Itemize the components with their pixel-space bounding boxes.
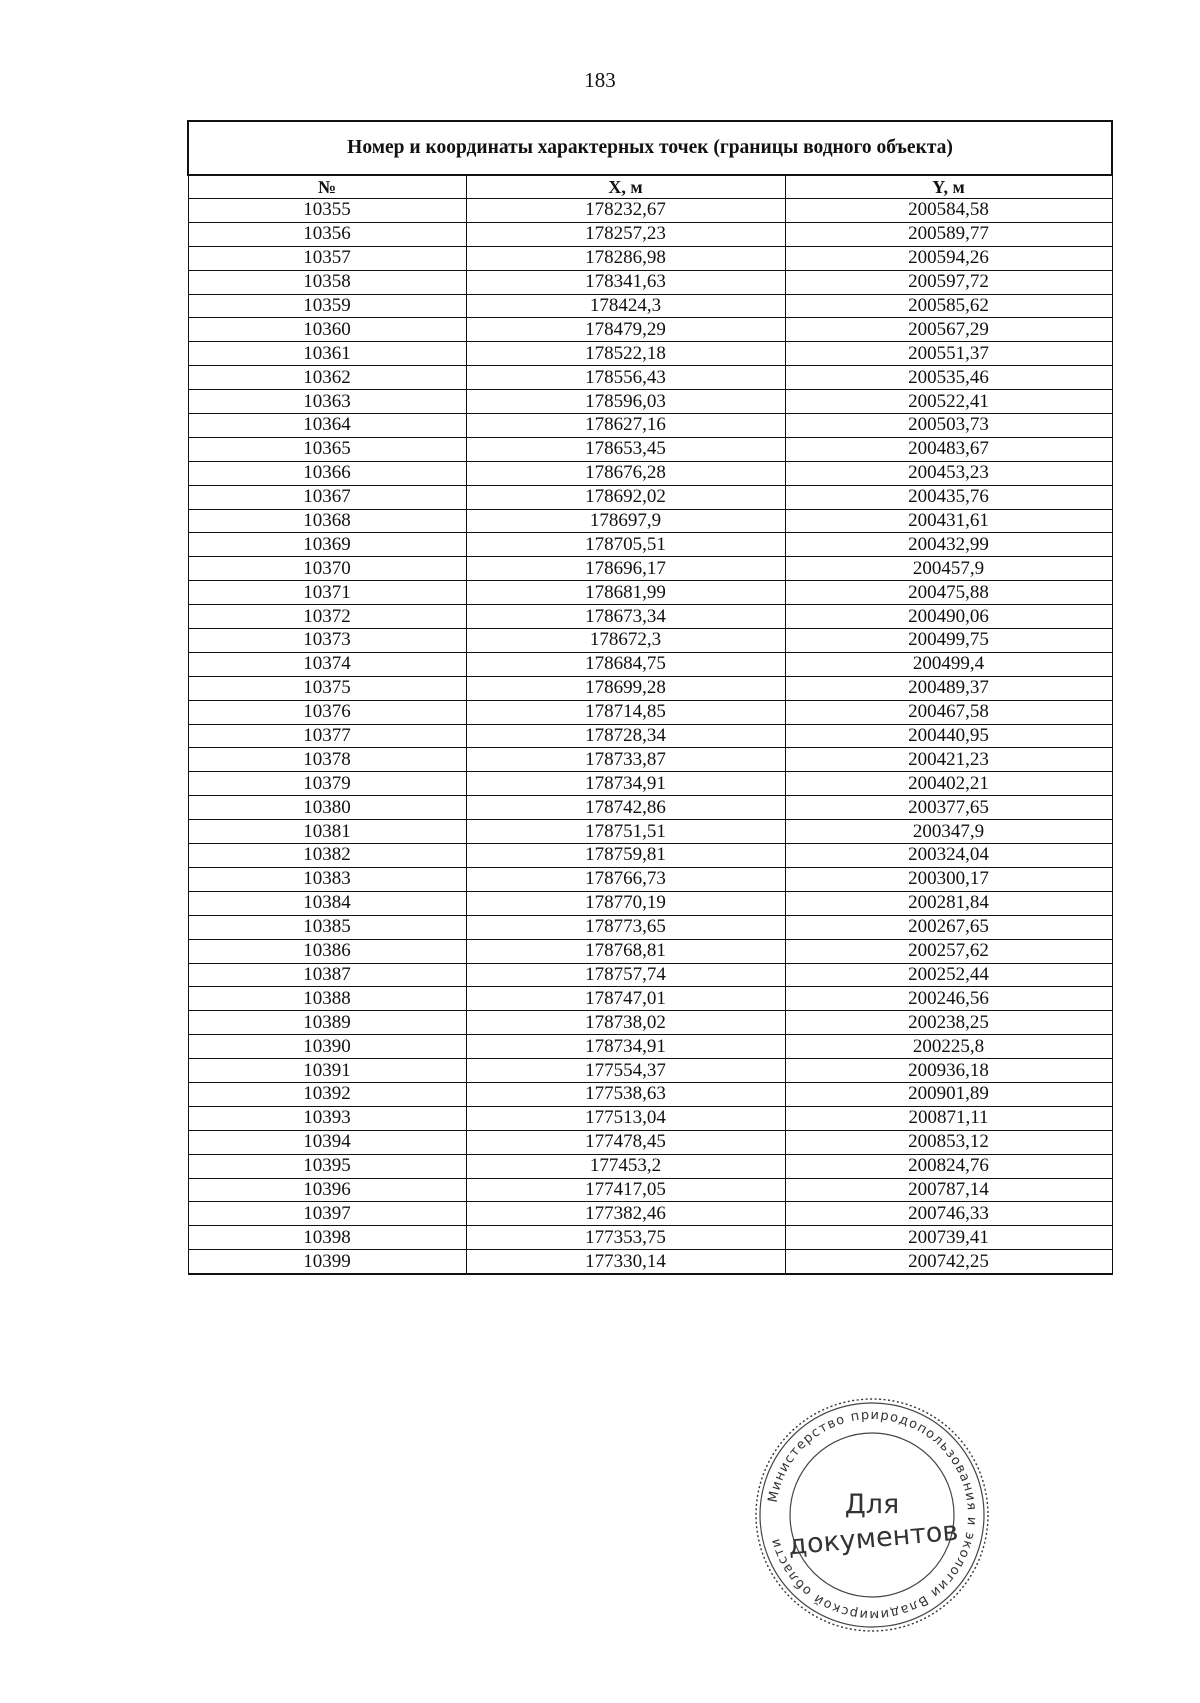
table-row: [188, 1226, 1112, 1250]
point-number-cell: 10391: [188, 1059, 466, 1083]
y-coordinate-cell: 200585,62: [785, 294, 1112, 318]
y-coordinate-cell: 200499,75: [785, 629, 1112, 653]
point-number-cell: 10359: [188, 294, 466, 318]
x-coordinate-cell: 178734,91: [466, 772, 785, 796]
table-row: [188, 1082, 1112, 1106]
y-coordinate-cell: 200594,26: [785, 246, 1112, 270]
table-row: [188, 1202, 1112, 1226]
y-coordinate-cell: 200483,67: [785, 437, 1112, 461]
y-coordinate-cell: 200431,61: [785, 509, 1112, 533]
official-stamp: [752, 1395, 992, 1635]
point-number-cell: 10394: [188, 1130, 466, 1154]
y-coordinate-cell: 200440,95: [785, 724, 1112, 748]
y-coordinate-cell: 200225,8: [785, 1035, 1112, 1059]
y-coordinate-cell: 200551,37: [785, 342, 1112, 366]
table-row: [188, 1059, 1112, 1083]
x-coordinate-cell: 177513,04: [466, 1106, 785, 1130]
y-coordinate-cell: 200300,17: [785, 867, 1112, 891]
y-coordinate-cell: 200490,06: [785, 605, 1112, 629]
y-coordinate-cell: 200503,73: [785, 414, 1112, 438]
table-row: [188, 222, 1112, 246]
page-number: 183: [584, 68, 616, 92]
y-coordinate-cell: 200238,25: [785, 1011, 1112, 1035]
x-coordinate-cell: 177538,63: [466, 1082, 785, 1106]
x-coordinate-cell: 177453,2: [466, 1154, 785, 1178]
y-coordinate-cell: 200535,46: [785, 366, 1112, 390]
x-coordinate-cell: 178257,23: [466, 222, 785, 246]
table-row: [188, 1011, 1112, 1035]
x-coordinate-cell: 178692,02: [466, 485, 785, 509]
table-row: [188, 629, 1112, 653]
x-coordinate-cell: 178479,29: [466, 318, 785, 342]
x-coordinate-cell: 178627,16: [466, 414, 785, 438]
x-coordinate-cell: 178684,75: [466, 652, 785, 676]
x-coordinate-cell: 177382,46: [466, 1202, 785, 1226]
point-number-cell: 10355: [188, 199, 466, 223]
header-x: X, м: [466, 175, 785, 199]
table-row: [188, 1250, 1112, 1274]
point-number-cell: 10383: [188, 867, 466, 891]
y-coordinate-cell: 200597,72: [785, 270, 1112, 294]
table-row: [188, 390, 1112, 414]
y-coordinate-cell: 200824,76: [785, 1154, 1112, 1178]
y-coordinate-cell: 200347,9: [785, 820, 1112, 844]
table-row: [188, 342, 1112, 366]
x-coordinate-cell: 178673,34: [466, 605, 785, 629]
y-coordinate-cell: 200901,89: [785, 1082, 1112, 1106]
y-coordinate-cell: 200871,11: [785, 1106, 1112, 1130]
y-coordinate-cell: 200936,18: [785, 1059, 1112, 1083]
table-row: [188, 270, 1112, 294]
x-coordinate-cell: 178596,03: [466, 390, 785, 414]
point-number-cell: 10390: [188, 1035, 466, 1059]
y-coordinate-cell: 200435,76: [785, 485, 1112, 509]
y-coordinate-cell: 200475,88: [785, 581, 1112, 605]
x-coordinate-cell: 178733,87: [466, 748, 785, 772]
x-coordinate-cell: 178768,81: [466, 939, 785, 963]
y-coordinate-cell: 200377,65: [785, 796, 1112, 820]
y-coordinate-cell: 200499,4: [785, 652, 1112, 676]
table-row: [188, 318, 1112, 342]
table-row: [188, 1035, 1112, 1059]
point-number-cell: 10367: [188, 485, 466, 509]
point-number-cell: 10389: [188, 1011, 466, 1035]
table-row: [188, 820, 1112, 844]
point-number-cell: 10384: [188, 891, 466, 915]
point-number-cell: 10376: [188, 700, 466, 724]
point-number-cell: 10381: [188, 820, 466, 844]
y-coordinate-cell: 200739,41: [785, 1226, 1112, 1250]
x-coordinate-cell: 177353,75: [466, 1226, 785, 1250]
table-row: [188, 414, 1112, 438]
point-number-cell: 10358: [188, 270, 466, 294]
x-coordinate-cell: 178286,98: [466, 246, 785, 270]
x-coordinate-cell: 178705,51: [466, 533, 785, 557]
y-coordinate-cell: 200584,58: [785, 199, 1112, 223]
coordinates-table: [187, 120, 1113, 1275]
y-coordinate-cell: 200787,14: [785, 1178, 1112, 1202]
point-number-cell: 10361: [188, 342, 466, 366]
table-row: [188, 605, 1112, 629]
x-coordinate-cell: 178773,65: [466, 915, 785, 939]
y-coordinate-cell: 200281,84: [785, 891, 1112, 915]
x-coordinate-cell: 177554,37: [466, 1059, 785, 1083]
y-coordinate-cell: 200421,23: [785, 748, 1112, 772]
x-coordinate-cell: 178766,73: [466, 867, 785, 891]
point-number-cell: 10397: [188, 1202, 466, 1226]
y-coordinate-cell: 200567,29: [785, 318, 1112, 342]
y-coordinate-cell: 200257,62: [785, 939, 1112, 963]
x-coordinate-cell: 178341,63: [466, 270, 785, 294]
y-coordinate-cell: 200432,99: [785, 533, 1112, 557]
point-number-cell: 10362: [188, 366, 466, 390]
x-coordinate-cell: 178742,86: [466, 796, 785, 820]
point-number-cell: 10388: [188, 987, 466, 1011]
point-number-cell: 10375: [188, 676, 466, 700]
table-row: [188, 700, 1112, 724]
point-number-cell: 10364: [188, 414, 466, 438]
x-coordinate-cell: 178522,18: [466, 342, 785, 366]
point-number-cell: 10377: [188, 724, 466, 748]
table-row: [188, 485, 1112, 509]
stamp-ring-text: Министерство природопользования и экологии Владимирской области: [765, 1407, 980, 1623]
table-row: [188, 199, 1112, 223]
table-row: [188, 987, 1112, 1011]
y-coordinate-cell: 200589,77: [785, 222, 1112, 246]
point-number-cell: 10368: [188, 509, 466, 533]
point-number-cell: 10360: [188, 318, 466, 342]
table-row: [188, 1130, 1112, 1154]
y-coordinate-cell: 200402,21: [785, 772, 1112, 796]
x-coordinate-cell: 178714,85: [466, 700, 785, 724]
x-coordinate-cell: 178696,17: [466, 557, 785, 581]
x-coordinate-cell: 178757,74: [466, 963, 785, 987]
x-coordinate-cell: 178734,91: [466, 1035, 785, 1059]
x-coordinate-cell: 178424,3: [466, 294, 785, 318]
x-coordinate-cell: 178676,28: [466, 461, 785, 485]
point-number-cell: 10369: [188, 533, 466, 557]
x-coordinate-cell: 178728,34: [466, 724, 785, 748]
y-coordinate-cell: 200453,23: [785, 461, 1112, 485]
x-coordinate-cell: 178759,81: [466, 844, 785, 868]
point-number-cell: 10392: [188, 1082, 466, 1106]
x-coordinate-cell: 178699,28: [466, 676, 785, 700]
table-row: [188, 748, 1112, 772]
table-row: [188, 533, 1112, 557]
x-coordinate-cell: 178556,43: [466, 366, 785, 390]
point-number-cell: 10371: [188, 581, 466, 605]
y-coordinate-cell: 200267,65: [785, 915, 1112, 939]
y-coordinate-cell: 200522,41: [785, 390, 1112, 414]
point-number-cell: 10378: [188, 748, 466, 772]
y-coordinate-cell: 200457,9: [785, 557, 1112, 581]
point-number-cell: 10356: [188, 222, 466, 246]
table-row: [188, 676, 1112, 700]
header-y: Y, м: [785, 175, 1112, 199]
point-number-cell: 10396: [188, 1178, 466, 1202]
coordinates-table-container: [187, 120, 1111, 1275]
x-coordinate-cell: 178738,02: [466, 1011, 785, 1035]
y-coordinate-cell: 200467,58: [785, 700, 1112, 724]
x-coordinate-cell: 178232,67: [466, 199, 785, 223]
point-number-cell: 10366: [188, 461, 466, 485]
point-number-cell: 10363: [188, 390, 466, 414]
point-number-cell: 10393: [188, 1106, 466, 1130]
point-number-cell: 10374: [188, 652, 466, 676]
table-row: [188, 724, 1112, 748]
point-number-cell: 10357: [188, 246, 466, 270]
y-coordinate-cell: 200746,33: [785, 1202, 1112, 1226]
x-coordinate-cell: 177478,45: [466, 1130, 785, 1154]
table-caption: Номер и координаты характерных точек (границы водного объекта): [188, 121, 1112, 175]
table-row: [188, 867, 1112, 891]
x-coordinate-cell: 177417,05: [466, 1178, 785, 1202]
table-row: [188, 939, 1112, 963]
table-row: [188, 652, 1112, 676]
x-coordinate-cell: 178681,99: [466, 581, 785, 605]
x-coordinate-cell: 178653,45: [466, 437, 785, 461]
point-number-cell: 10387: [188, 963, 466, 987]
y-coordinate-cell: 200252,44: [785, 963, 1112, 987]
table-row: [188, 844, 1112, 868]
y-coordinate-cell: 200489,37: [785, 676, 1112, 700]
table-row: [188, 437, 1112, 461]
table-row: [188, 581, 1112, 605]
stamp-center-line2: документов: [787, 1515, 960, 1562]
header-number: №: [188, 175, 466, 199]
table-row: [188, 772, 1112, 796]
table-row: [188, 1154, 1112, 1178]
point-number-cell: 10380: [188, 796, 466, 820]
table-row: [188, 915, 1112, 939]
x-coordinate-cell: 178697,9: [466, 509, 785, 533]
point-number-cell: 10385: [188, 915, 466, 939]
point-number-cell: 10386: [188, 939, 466, 963]
point-number-cell: 10373: [188, 629, 466, 653]
x-coordinate-cell: 177330,14: [466, 1250, 785, 1274]
table-row: [188, 963, 1112, 987]
point-number-cell: 10370: [188, 557, 466, 581]
y-coordinate-cell: 200246,56: [785, 987, 1112, 1011]
x-coordinate-cell: 178747,01: [466, 987, 785, 1011]
x-coordinate-cell: 178770,19: [466, 891, 785, 915]
point-number-cell: 10382: [188, 844, 466, 868]
point-number-cell: 10379: [188, 772, 466, 796]
point-number-cell: 10395: [188, 1154, 466, 1178]
x-coordinate-cell: 178672,3: [466, 629, 785, 653]
table-row: [188, 461, 1112, 485]
table-body: [188, 199, 1112, 1275]
stamp-center-line1: Для: [844, 1489, 900, 1520]
table-row: [188, 796, 1112, 820]
table-row: [188, 366, 1112, 390]
table-row: [188, 1106, 1112, 1130]
y-coordinate-cell: 200742,25: [785, 1250, 1112, 1274]
x-coordinate-cell: 178751,51: [466, 820, 785, 844]
table-row: [188, 891, 1112, 915]
y-coordinate-cell: 200853,12: [785, 1130, 1112, 1154]
table-row: [188, 294, 1112, 318]
table-row: [188, 557, 1112, 581]
table-row: [188, 1178, 1112, 1202]
y-coordinate-cell: 200324,04: [785, 844, 1112, 868]
table-row: [188, 509, 1112, 533]
point-number-cell: 10399: [188, 1250, 466, 1274]
point-number-cell: 10372: [188, 605, 466, 629]
point-number-cell: 10365: [188, 437, 466, 461]
table-row: [188, 246, 1112, 270]
point-number-cell: 10398: [188, 1226, 466, 1250]
